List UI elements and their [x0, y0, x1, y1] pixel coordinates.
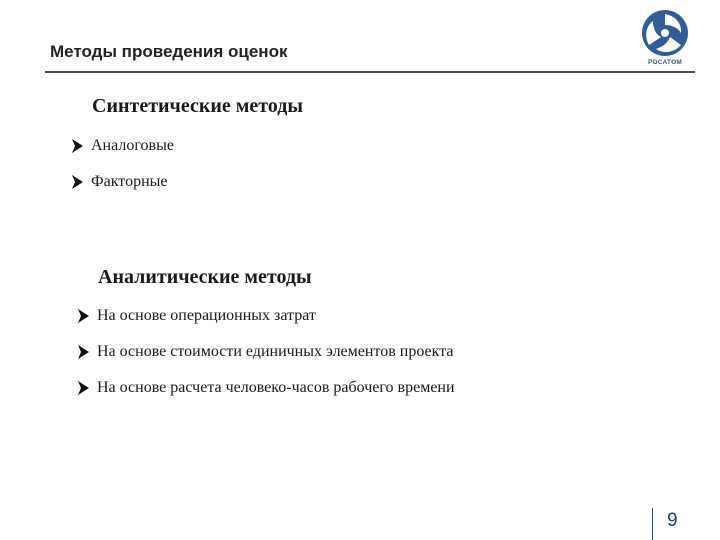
arrow-bullet-icon: [78, 381, 89, 395]
arrow-bullet-icon: [72, 175, 83, 189]
list-item: [78, 370, 455, 406]
page-number-divider: [652, 508, 653, 540]
list-item-text: На основе стоимости единичных элементов проекта: [97, 343, 454, 360]
list-item: [72, 128, 174, 164]
arrow-bullet-icon: [78, 345, 89, 359]
synthetic-methods-list: [72, 128, 174, 200]
page-number: 9: [667, 510, 678, 531]
analytic-methods-list: [78, 298, 455, 406]
rosatom-logo: [636, 8, 694, 70]
synthetic-methods-heading: Синтетические методы: [92, 95, 303, 117]
list-item-text: На основе операционных затрат: [97, 307, 316, 324]
list-item-text: На основе расчета человеко-часов рабочего времени: [97, 379, 455, 396]
list-item: [78, 298, 455, 334]
title-divider: [45, 71, 695, 73]
list-item: [72, 164, 174, 200]
arrow-bullet-icon: [78, 309, 89, 323]
slide-title: Методы проведения оценок: [50, 42, 288, 61]
list-item: [78, 334, 455, 370]
analytic-methods-heading: Аналитические методы: [98, 266, 312, 288]
list-item-text: Аналоговые: [91, 137, 174, 154]
logo-wordmark: РОСАТОМ: [648, 59, 682, 66]
arrow-bullet-icon: [72, 139, 83, 153]
atom-icon: [636, 8, 694, 58]
list-item-text: Факторные: [91, 173, 168, 190]
